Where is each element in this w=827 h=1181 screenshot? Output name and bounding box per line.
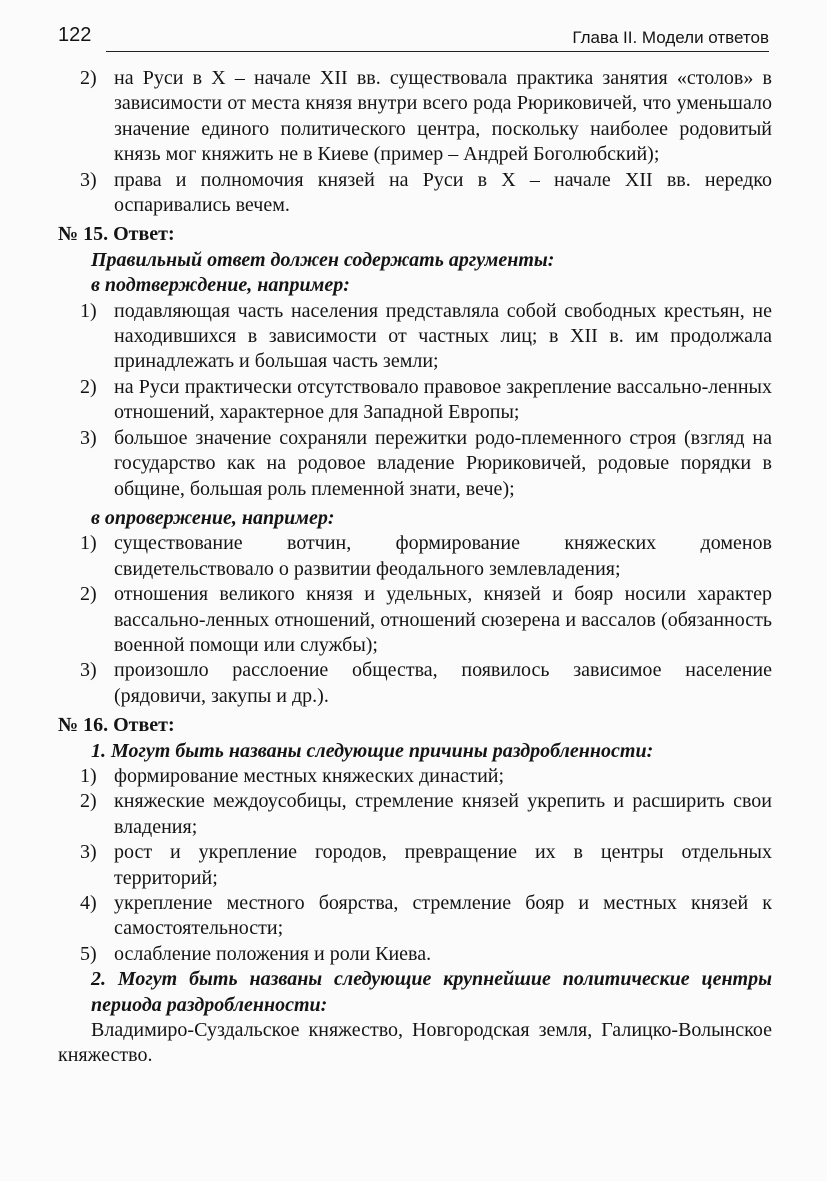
page-body <box>58 66 772 1069</box>
answer-15-heading: № 15. Ответ: <box>58 223 175 246</box>
header-rule <box>106 51 769 52</box>
con-heading: в опровержение, например: <box>91 506 335 529</box>
answer-15-intro: Правильный ответ должен содержать аргументы: <box>91 248 555 271</box>
item-number: 1) <box>80 532 97 555</box>
item-text: ослабление положения и роли Киева. <box>114 942 432 965</box>
list-item <box>58 168 772 219</box>
item-number: 5) <box>80 942 97 965</box>
chapter-title: Глава II. Модели ответов <box>572 28 769 47</box>
part2-heading-line1: 2. Могут быть названы следующие крупнейшие политические центры периода <box>91 968 772 1016</box>
page-number: 122 <box>58 24 92 46</box>
list-item <box>58 426 772 502</box>
list-item <box>58 840 772 891</box>
running-header <box>58 22 769 52</box>
item-number: 3) <box>80 841 97 864</box>
continued-list <box>58 66 772 218</box>
item-text: формирование местных княжеских династий; <box>114 764 505 787</box>
item-number: 1) <box>80 764 97 787</box>
list-item <box>58 764 772 789</box>
part2-heading-line2: раздробленности: <box>166 993 328 1016</box>
item-number: 3) <box>80 426 97 449</box>
pro-heading: в подтверждение, например: <box>91 274 350 297</box>
con-list <box>58 531 772 709</box>
list-item <box>58 789 772 840</box>
causes-list <box>58 764 772 967</box>
pro-list <box>58 299 772 502</box>
answer-16-heading: № 16. Ответ: <box>58 714 175 737</box>
item-text: отношения великого князя и удельных, князей и бояр носили характер вассально-ленных отношений, отношений сюзерена и вассалов (обязанность военной помощи или службы); <box>114 583 772 656</box>
item-number: 3) <box>80 659 97 682</box>
part1-heading: 1. Могут быть названы следующие причины раздробленности: <box>91 739 654 762</box>
item-number: 2) <box>80 790 97 813</box>
item-text: подавляющая часть населения представляла собой свободных крестьян, не находившихся в зависимости от частных лиц; в XII в. им продолжала принадлежать и большая часть земли; <box>114 299 772 373</box>
item-text: существование вотчин, формирование княжеских доменов свидетельствовало о развитии феодального землевладения; <box>114 532 772 580</box>
item-number: 2) <box>80 67 97 89</box>
item-number: 4) <box>80 892 97 914</box>
item-text: на Руси в X – начале XII вв. существовала практика занятия «столов» в зависимости от места князя внутри всего рода Рюриковичей, что уменьшало значение единого политического центра, поскольку наиболее родовитый князь мог княжить не в Киеве (пример – Андрей Боголюбский); <box>114 67 772 166</box>
item-number: 1) <box>80 299 97 322</box>
item-text: укрепление местного боярства, стремление бояр и местных князей к самостоятельности; <box>114 892 772 940</box>
item-number: 3) <box>80 168 97 191</box>
item-text: большое значение сохраняли пережитки родо-племенного строя (взгляд на государство как на родовое владение Рюриковичей, родовые порядки в общине, большая роль племенной знати, вече); <box>114 426 772 500</box>
list-item <box>58 531 772 582</box>
item-text: права и полномочия князей на Руси в X – начале XII вв. нередко оспаривались вечем. <box>114 168 772 217</box>
part2-text: Владимиро-Суздальское княжество, Новгородская земля, Галицко-Волынское княжество. <box>58 1019 772 1067</box>
item-text: княжеские междоусобицы, стремление князей укрепить и расширить свои владения; <box>114 790 772 838</box>
item-text: рост и укрепление городов, превращение их в центры отдельных территорий; <box>114 841 772 889</box>
list-item <box>58 66 772 168</box>
list-item <box>58 582 772 658</box>
list-item <box>58 375 772 426</box>
list-item <box>58 891 772 942</box>
item-number: 2) <box>80 583 97 606</box>
item-text: на Руси практически отсутствовало правовое закрепление вассально-ленных отношений, характерное для Западной Европы; <box>114 375 772 424</box>
list-item <box>58 658 772 709</box>
item-text: произошло расслоение общества, появилось зависимое население (рядовичи, закупы и др.). <box>114 659 772 707</box>
list-item <box>58 299 772 375</box>
item-number: 2) <box>80 375 97 398</box>
list-item <box>58 942 772 967</box>
part2-heading <box>58 967 772 1018</box>
